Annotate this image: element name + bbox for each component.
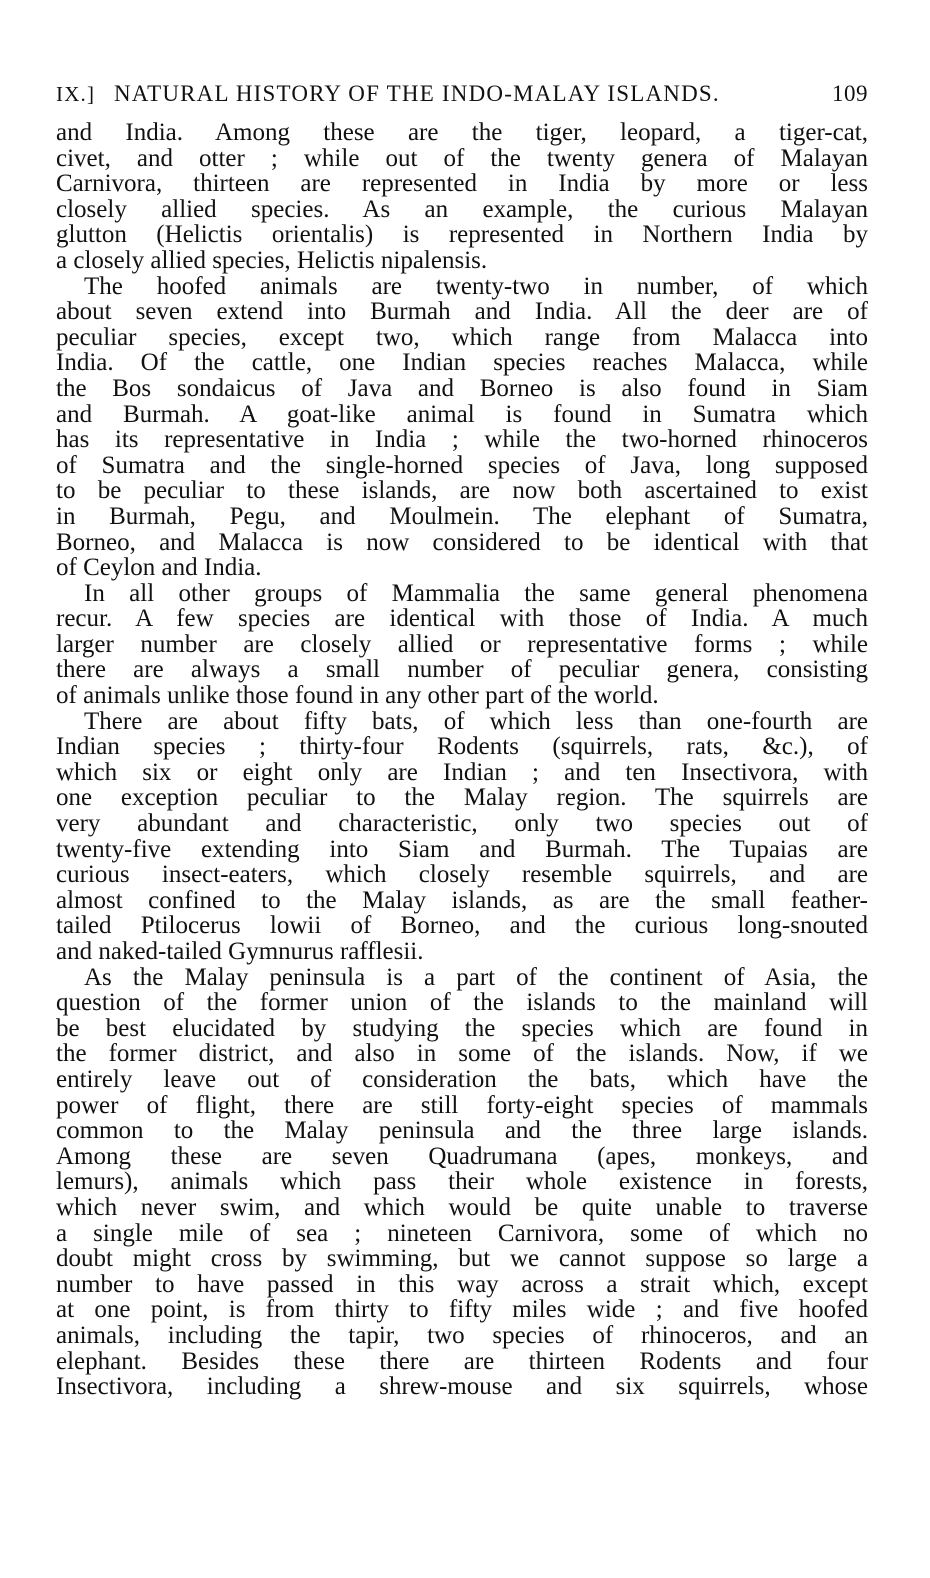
text-line: be best elucidated by studying the species which are found in bbox=[56, 1014, 868, 1042]
book-page bbox=[56, 80, 868, 1400]
text-line: number to have passed in this way across a strait which, except bbox=[56, 1270, 868, 1298]
page-number: 109 bbox=[832, 81, 868, 106]
text-line: and Burmah. A goat-like animal is found in Sumatra which bbox=[56, 400, 868, 428]
text-line: there are always a small number of peculiar genera, consisting bbox=[56, 656, 868, 684]
text-line: which six or eight only are Indian ; and ten Insectivora, with bbox=[56, 758, 868, 786]
text-line: the Bos sondaicus of Java and Borneo is also found in Siam bbox=[56, 374, 868, 402]
text-line: recur. A few species are identical with those of India. A much bbox=[56, 605, 868, 633]
text-line: power of flight, there are still forty-eight species of mammals bbox=[56, 1091, 868, 1119]
text-line: entirely leave out of consideration the bats, which have the bbox=[56, 1065, 868, 1093]
chapter-number: IX.] bbox=[56, 82, 96, 106]
text-line: peculiar species, except two, which range from Malacca into bbox=[56, 323, 868, 351]
text-line: larger number are closely allied or representative forms ; while bbox=[56, 630, 868, 658]
text-line: of Ceylon and India. bbox=[56, 554, 262, 582]
text-line: closely allied species. As an example, the curious Malayan bbox=[56, 195, 868, 223]
body-text bbox=[56, 120, 868, 1400]
text-line: and India. Among these are the tiger, leopard, a tiger-cat, bbox=[56, 119, 868, 146]
text-line: at one point, is from thirty to fifty miles wide ; and five hoofed bbox=[56, 1296, 868, 1324]
text-line: which never swim, and which would be quite unable to traverse bbox=[56, 1193, 868, 1221]
paragraph bbox=[56, 274, 868, 581]
text-line: doubt might cross by swimming, but we cannot suppose so large a bbox=[56, 1245, 868, 1273]
text-line: elephant. Besides these there are thirteen Rodents and four bbox=[56, 1347, 868, 1375]
text-line: The hoofed animals are twenty-two in number, of which bbox=[84, 272, 868, 300]
text-line: glutton (Helictis orientalis) is represented in Northern India by bbox=[56, 221, 868, 249]
text-line: a single mile of sea ; nineteen Carnivora, some of which no bbox=[56, 1219, 868, 1247]
text-line: lemurs), animals which pass their whole existence in forests, bbox=[56, 1168, 868, 1196]
text-line: has its representative in India ; while the two-horned rhinoceros bbox=[56, 426, 868, 454]
text-line: civet, and otter ; while out of the twenty genera of Malayan bbox=[56, 144, 868, 172]
text-line: animals, including the tapir, two species of rhinoceros, and an bbox=[56, 1321, 868, 1349]
text-line: There are about fifty bats, of which less than one-fourth are bbox=[84, 707, 868, 735]
text-line: about seven extend into Burmah and India. All the deer are of bbox=[56, 298, 868, 326]
text-line: curious insect-eaters, which closely resemble squirrels, and are bbox=[56, 861, 868, 889]
text-line: in Burmah, Pegu, and Moulmein. The elephant of Sumatra, bbox=[56, 502, 868, 530]
paragraph bbox=[56, 581, 868, 709]
text-line: Insectivora, including a shrew-mouse and six squirrels, whose bbox=[56, 1373, 868, 1401]
paragraph bbox=[56, 965, 868, 1400]
text-line: In all other groups of Mammalia the same general phenomena bbox=[84, 579, 868, 607]
running-head bbox=[56, 80, 868, 120]
text-line: As the Malay peninsula is a part of the continent of Asia, the bbox=[84, 963, 868, 991]
text-line: question of the former union of the islands to the mainland will bbox=[56, 989, 868, 1017]
text-line: and naked-tailed Gymnurus rafflesii. bbox=[56, 938, 424, 965]
text-line: tailed Ptilocerus lowii of Borneo, and the curious long-snouted bbox=[56, 912, 868, 940]
text-line: common to the Malay peninsula and the three large islands. bbox=[56, 1117, 868, 1145]
text-line: a closely allied species, Helictis nipalensis. bbox=[56, 246, 488, 274]
text-line: Indian species ; thirty-four Rodents (squirrels, rats, &c.), of bbox=[56, 733, 868, 761]
text-line: twenty-five extending into Siam and Burmah. The Tupaias are bbox=[56, 835, 868, 863]
text-line: Among these are seven Quadrumana (apes, monkeys, and bbox=[56, 1142, 868, 1170]
text-line: of Sumatra and the single-horned species of Java, long supposed bbox=[56, 451, 868, 479]
text-line: very abundant and characteristic, only two species out of bbox=[56, 810, 868, 838]
text-line: to be peculiar to these islands, are now both ascertained to exist bbox=[56, 477, 868, 505]
text-line: Borneo, and Malacca is now considered to be identical with that bbox=[56, 528, 868, 556]
running-title: NATURAL HISTORY OF THE INDO-MALAY ISLANDS. bbox=[114, 81, 720, 106]
paragraph bbox=[56, 120, 868, 274]
text-line: the former district, and also in some of the islands. Now, if we bbox=[56, 1040, 868, 1068]
paragraph bbox=[56, 709, 868, 965]
text-line: one exception peculiar to the Malay region. The squirrels are bbox=[56, 784, 868, 812]
text-line: almost confined to the Malay islands, as are the small feather- bbox=[56, 886, 868, 914]
text-line: India. Of the cattle, one Indian species reaches Malacca, while bbox=[56, 349, 868, 377]
text-line: Carnivora, thirteen are represented in India by more or less bbox=[56, 170, 868, 198]
text-line: of animals unlike those found in any other part of the world. bbox=[56, 682, 659, 710]
